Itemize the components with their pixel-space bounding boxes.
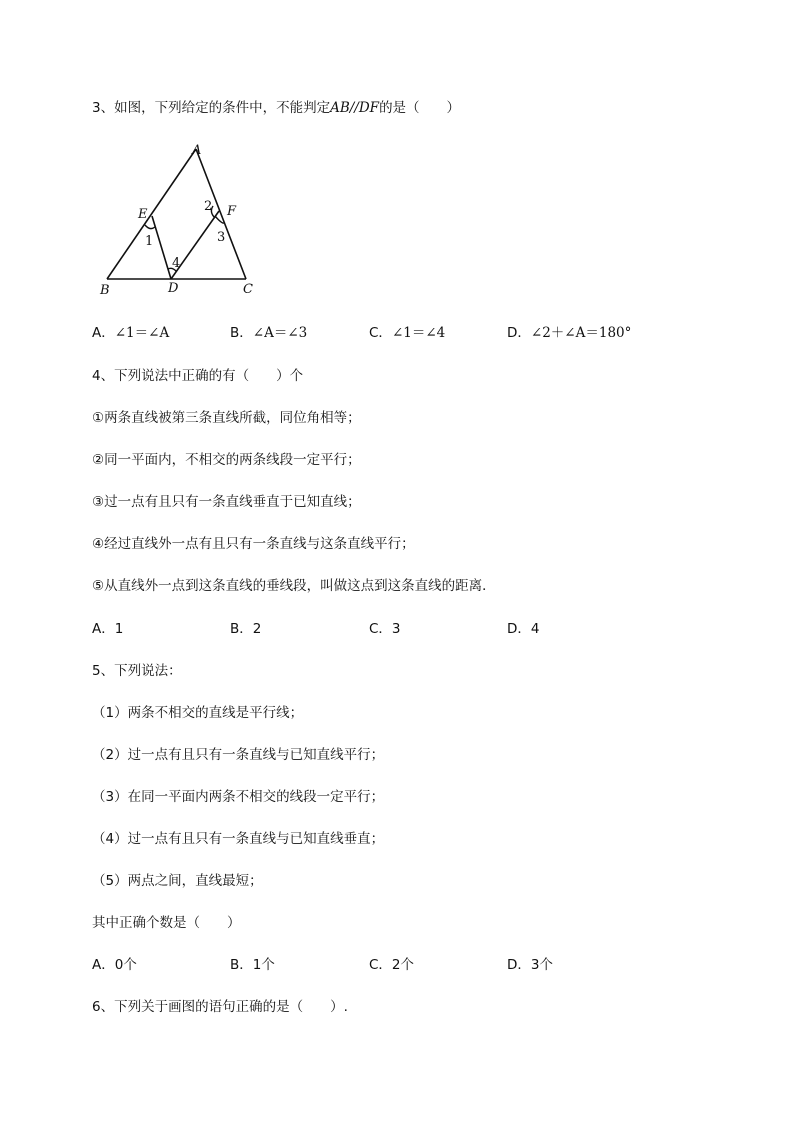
- q3-option-a[interactable]: [92, 323, 169, 343]
- q5-statement: （3）在同一平面内两条不相交的线段一定平行；: [92, 789, 385, 805]
- q4-statement: ③过一点有且只有一条直线垂直于已知直线；: [92, 494, 361, 510]
- q4-option-c[interactable]: C．3: [369, 621, 401, 637]
- q4-stem: 4、下列说法中正确的有（ ）个: [92, 368, 304, 384]
- q3-option-a-math: ∠1＝∠A: [114, 325, 170, 341]
- q3-option-a-prefix: A．: [92, 325, 115, 341]
- q3-options: [92, 323, 712, 343]
- q4-option-a[interactable]: A．1: [92, 621, 124, 637]
- q3-stem: [92, 98, 460, 118]
- q5-option-d[interactable]: D．3个: [507, 957, 553, 973]
- segment-AB: [107, 149, 196, 279]
- segment-AC: [196, 149, 246, 279]
- point-label-A: A: [192, 143, 202, 158]
- q3-option-d-math: ∠2＋∠A＝180°: [530, 325, 632, 341]
- q3-option-b-math: ∠A＝∠3: [252, 325, 308, 341]
- q5-options: [92, 955, 712, 975]
- q5-statement: （2）过一点有且只有一条直线与已知直线平行；: [92, 747, 385, 763]
- q4-option-b[interactable]: B．2: [230, 621, 262, 637]
- q3-option-d[interactable]: [507, 323, 631, 343]
- q4-statement: ①两条直线被第三条直线所截，同位角相等；: [92, 410, 361, 426]
- point-label-D: D: [168, 281, 179, 296]
- q3-option-b[interactable]: [230, 323, 307, 343]
- angle-arc-1: [145, 225, 155, 229]
- q4-statement: ④经过直线外一点有且只有一条直线与这条直线平行；: [92, 536, 415, 552]
- q5-statement: （1）两条不相交的直线是平行线；: [92, 705, 304, 721]
- q4-options: [92, 619, 712, 639]
- point-label-F: F: [227, 204, 237, 219]
- q5-option-b[interactable]: B．1个: [230, 957, 275, 973]
- q5-option-a[interactable]: A．0个: [92, 957, 137, 973]
- angle-label-4: 4: [172, 256, 181, 271]
- angle-label-3: 3: [217, 230, 226, 245]
- q3-stem-after: 的是（ ）: [379, 100, 461, 116]
- q4-option-d[interactable]: D．4: [507, 621, 540, 637]
- q6-stem: 6、下列关于画图的语句正确的是（ ）.: [92, 999, 348, 1015]
- q3-stem-before: 3、如图，下列给定的条件中，不能判定: [92, 100, 331, 116]
- q5-stem: 5、下列说法：: [92, 663, 182, 679]
- point-label-C: C: [243, 282, 253, 297]
- q5-question: 其中正确个数是（ ）: [92, 915, 241, 931]
- point-label-B: B: [100, 283, 110, 298]
- q3-option-c-prefix: C．: [369, 325, 392, 341]
- q3-option-c-math: ∠1＝∠4: [391, 325, 446, 341]
- segment-ED: [152, 216, 171, 279]
- q5-option-c[interactable]: C．2个: [369, 957, 415, 973]
- q3-option-b-prefix: B．: [230, 325, 253, 341]
- q3-option-c[interactable]: [369, 323, 445, 343]
- q5-statement: （5）两点之间，直线最短；: [92, 873, 263, 889]
- q5-statement: （4）过一点有且只有一条直线与已知直线垂直；: [92, 831, 385, 847]
- angle-label-1: 1: [145, 234, 154, 249]
- q4-statement: ⑤从直线外一点到这条直线的垂线段，叫做这点到这条直线的距离．: [92, 578, 496, 594]
- point-label-E: E: [138, 207, 148, 222]
- q4-statement: ②同一平面内，不相交的两条线段一定平行；: [92, 452, 361, 468]
- q3-geometry-figure: [95, 140, 270, 300]
- angle-label-2: 2: [204, 199, 213, 214]
- q3-option-d-prefix: D．: [507, 325, 531, 341]
- q3-stem-math: AB//DF: [330, 100, 380, 116]
